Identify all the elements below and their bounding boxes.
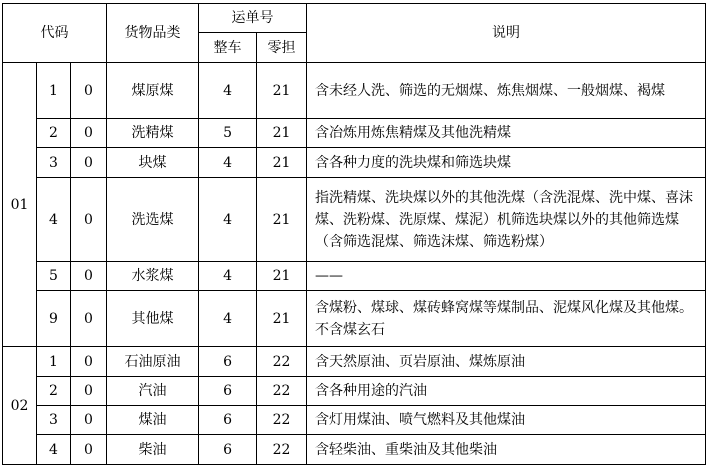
category-name: 煤原煤 <box>107 63 199 119</box>
table-row <box>3 406 706 435</box>
full-car-number: 4 <box>199 178 257 262</box>
sub-code: 1 <box>37 63 71 119</box>
category-name: 水浆煤 <box>107 262 199 291</box>
group-code: 01 <box>3 63 37 347</box>
flag-code: 0 <box>71 262 107 291</box>
table-row <box>3 119 706 148</box>
full-car-number: 6 <box>199 406 257 435</box>
sub-code: 4 <box>37 435 71 465</box>
flag-code: 0 <box>71 406 107 435</box>
sub-code: 2 <box>37 119 71 148</box>
category-name: 洗选煤 <box>107 178 199 262</box>
category-name: 柴油 <box>107 435 199 465</box>
description-cell: 含各种力度的洗块煤和筛选块煤 <box>307 148 706 178</box>
full-car-number: 4 <box>199 148 257 178</box>
table-row <box>3 148 706 178</box>
category-name: 煤油 <box>107 406 199 435</box>
ltl-number: 22 <box>257 347 307 377</box>
sub-code: 1 <box>37 347 71 377</box>
category-name: 汽油 <box>107 377 199 406</box>
ltl-number: 21 <box>257 148 307 178</box>
ltl-number: 21 <box>257 178 307 262</box>
description-cell: 含轻柴油、重柴油及其他柴油 <box>307 435 706 465</box>
description-cell: 指洗精煤、洗块煤以外的其他洗煤（含洗混煤、洗中煤、喜沫煤、洗粉煤、洗原煤、煤泥）机筛选块煤以外的其他筛选煤（含筛选混煤、筛选沫煤、筛选粉煤） <box>307 178 706 262</box>
ltl-number: 21 <box>257 119 307 148</box>
category-header: 货物品类 <box>107 4 199 63</box>
full-car-number: 4 <box>199 262 257 291</box>
group-code: 02 <box>3 347 37 465</box>
flag-code: 0 <box>71 63 107 119</box>
description-cell: 含未经人洗、筛选的无烟煤、炼焦烟煤、一般烟煤、褐煤 <box>307 63 706 119</box>
description-cell: 含各种用途的汽油 <box>307 377 706 406</box>
code-header: 代码 <box>3 4 107 63</box>
sub-code: 9 <box>37 291 71 347</box>
flag-code: 0 <box>71 148 107 178</box>
full-car-number: 6 <box>199 435 257 465</box>
description-cell: 含天然原油、页岩原油、煤炼原油 <box>307 347 706 377</box>
ltl-number: 21 <box>257 291 307 347</box>
table-row <box>3 178 706 262</box>
ltl-number: 21 <box>257 63 307 119</box>
sub-code: 5 <box>37 262 71 291</box>
flag-code: 0 <box>71 178 107 262</box>
table-row <box>3 291 706 347</box>
description-header: 说明 <box>307 4 706 63</box>
table-row <box>3 63 706 119</box>
sub-code: 4 <box>37 178 71 262</box>
full-car-number: 4 <box>199 63 257 119</box>
category-name: 其他煤 <box>107 291 199 347</box>
category-name: 块煤 <box>107 148 199 178</box>
ltl-header: 零担 <box>257 33 307 63</box>
table-row <box>3 262 706 291</box>
full-car-number: 6 <box>199 347 257 377</box>
flag-code: 0 <box>71 347 107 377</box>
flag-code: 0 <box>71 291 107 347</box>
full-car-header: 整车 <box>199 33 257 63</box>
description-cell: —— <box>307 262 706 291</box>
table-row <box>3 435 706 465</box>
ltl-number: 22 <box>257 377 307 406</box>
table-row <box>3 347 706 377</box>
flag-code: 0 <box>71 119 107 148</box>
sub-code: 3 <box>37 148 71 178</box>
flag-code: 0 <box>71 435 107 465</box>
waybill-header: 运单号 <box>199 4 307 33</box>
flag-code: 0 <box>71 377 107 406</box>
description-cell: 含灯用煤油、喷气燃料及其他煤油 <box>307 406 706 435</box>
description-cell: 含冶炼用炼焦精煤及其他洗精煤 <box>307 119 706 148</box>
table-row <box>3 377 706 406</box>
ltl-number: 22 <box>257 406 307 435</box>
full-car-number: 5 <box>199 119 257 148</box>
ltl-number: 21 <box>257 262 307 291</box>
description-cell: 含煤粉、煤球、煤砖蜂窝煤等煤制品、泥煤风化煤及其他煤。不含煤玄石 <box>307 291 706 347</box>
category-name: 洗精煤 <box>107 119 199 148</box>
sub-code: 3 <box>37 406 71 435</box>
category-name: 石油原油 <box>107 347 199 377</box>
full-car-number: 6 <box>199 377 257 406</box>
ltl-number: 22 <box>257 435 307 465</box>
sub-code: 2 <box>37 377 71 406</box>
full-car-number: 4 <box>199 291 257 347</box>
cargo-classification-table <box>2 3 706 465</box>
